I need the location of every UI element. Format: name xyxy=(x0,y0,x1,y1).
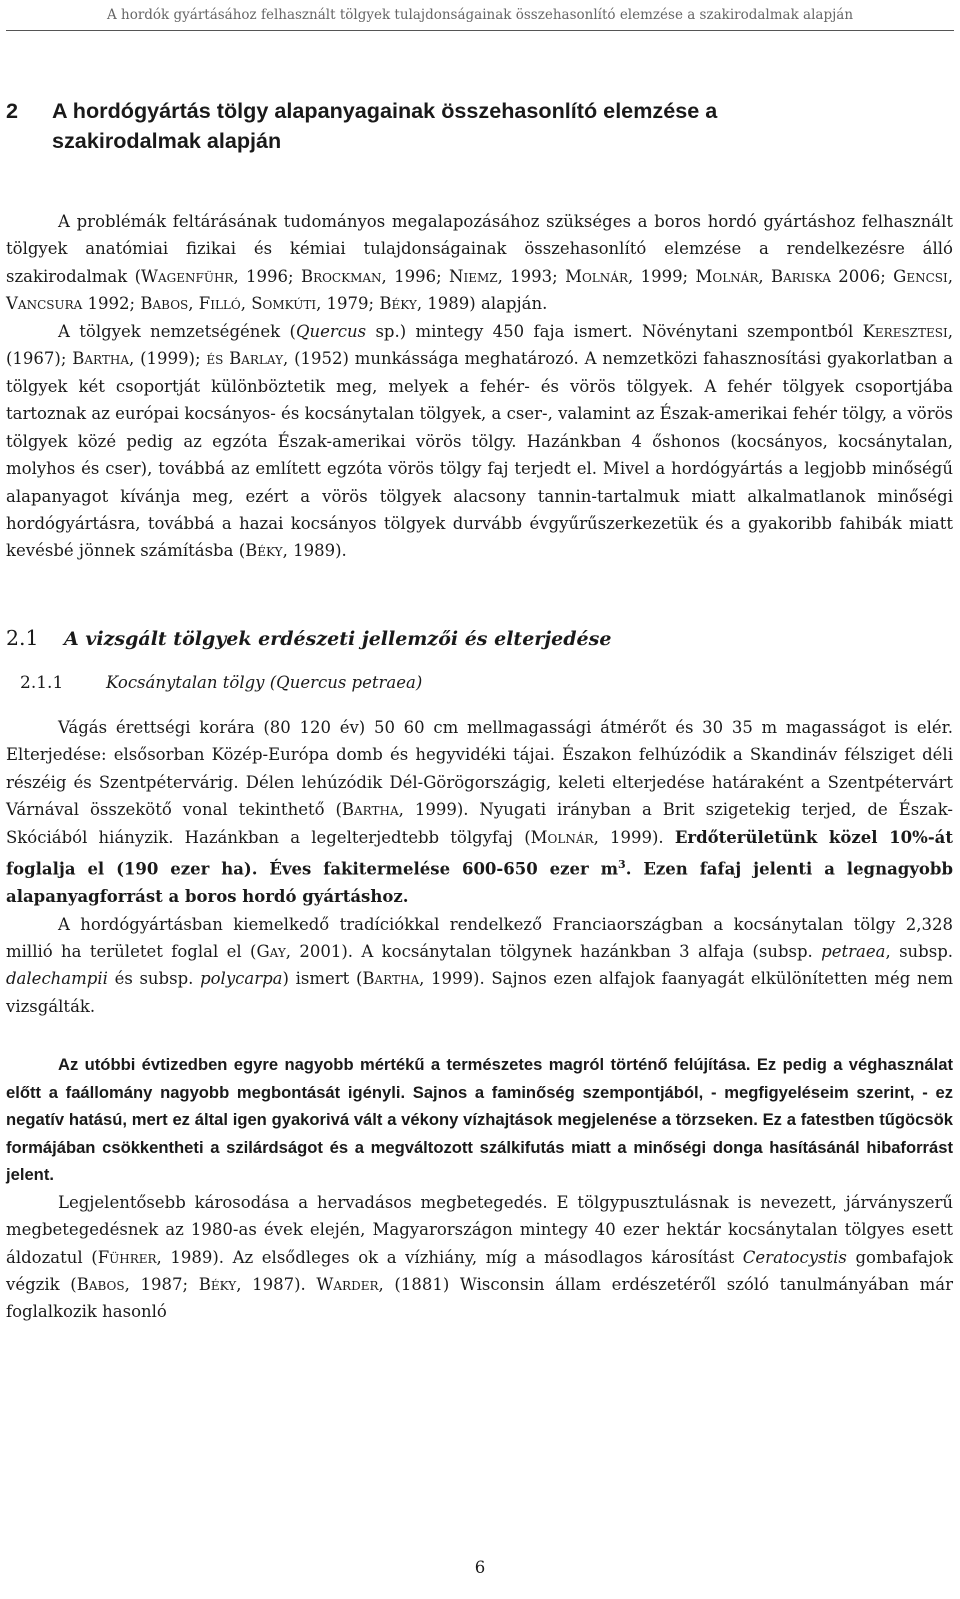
header-rule xyxy=(6,30,954,31)
superscript: 3 xyxy=(618,858,626,872)
reference-author: Béky xyxy=(198,1275,237,1294)
reference-author: Bariska xyxy=(770,266,831,286)
reference-author: Babos xyxy=(76,1275,125,1294)
reference-author: Bartha xyxy=(72,349,130,369)
running-header: A hordók gyártásához felhasznált tölgyek tulajdonságainak összehasonlító elemzése a szakirodalmak alapján xyxy=(106,7,854,23)
reference-author: Gay xyxy=(256,942,286,962)
section-number: 2.1 xyxy=(6,625,39,650)
genus-name: Ceratocystis xyxy=(742,1247,847,1267)
subspecies-name: dalechampii xyxy=(6,969,108,989)
reference-author: Béky xyxy=(245,541,283,561)
reference-author: és Barlay xyxy=(206,349,284,369)
reference-author: Bartha xyxy=(362,969,420,989)
reference-author: Molnár xyxy=(530,827,594,847)
reference-author: Führer xyxy=(97,1247,157,1267)
bold-statement: Erdőterületünk közel 10%-át foglalja el (190 ezer ha). Éves fakitermelése 600-650 ezer m xyxy=(6,827,953,879)
subspecies-name: polycarpa xyxy=(200,969,283,989)
section-title: A vizsgált tölgyek erdészeti jellemzői és elterjedése xyxy=(64,627,612,650)
reference-author: Vancsura xyxy=(6,294,83,314)
page-number: 6 xyxy=(474,1558,486,1577)
subspecies-name: petraea xyxy=(821,942,886,962)
intro-paragraph-1: A problémák feltárásának tudományos megalapozásához szükséges a boros hordó gyártáshoz felhasznált tölgyek anatómiai fizikai és kémiai tulajdonságainak összehasonlító elemzése a rendelkezésre álló szakirodalmak (Wagenführ, 1996; Brockman, 1996; Niemz, 1993; Molnár, 1999; Molnár, Bariska 2006; Gencsi, Vancsura 1992; Babos, Filló, Somkúti, 1979; Béky, 1989) alapján. xyxy=(6,212,953,314)
section-heading xyxy=(6,623,953,663)
reference-author: Gencsi xyxy=(893,266,948,286)
intro-paragraph-2: A tölgyek nemzetségének (Quercus sp.) mintegy 450 faja ismert. Növénytani szempontból Keresztesi, (1967); Bartha, (1999); és Barlay, (1952) munkássága meghatározó. A nemzetközi fahasznosítási gyakorlatban a tölgyek két csoportját különböztetik meg, melyek a fehér- és vörös tölgyek. A fehér tölgyek csoportjába tartoznak az európai kocsányos- és kocsánytalan tölgyek, a cser-, valamint az Észak-amerikai fehér tölgy, a vörös tölgyek közé pedig az egzóta Észak-amerikai vörös tölgy. Hazánkban 4 őshonos (kocsányos, kocsánytalan, molyhos és cser), továbbá az említett egzóta vörös tölgy faj terjedt el. Mivel a hordógyártás a legjobb minőségű alapanyagot kívánja meg, ezért a vörös tölgyek alacsony tannin-tartalmuk miatt alkalmatlanok minőségi hordógyártásra, továbbá a hazai kocsányos tölgyek durvább évgyűrűszerkezetük és a gyakoribb fahibák miatt kevésbé jönnek számításba (Béky, 1989). xyxy=(6,321,954,561)
reference-author: Filló xyxy=(198,294,241,314)
genus-name: Quercus xyxy=(295,321,367,341)
reference-author: Babos xyxy=(140,294,189,314)
subsection-number: 2.1.1 xyxy=(20,672,64,693)
chapter-title-line1: A hordógyártás tölgy alapanyagainak összehasonlító elemzése a xyxy=(52,98,718,123)
reference-author: Béky xyxy=(379,294,417,314)
subsection-title: Kocsánytalan tölgy (Quercus petraea) xyxy=(106,672,423,692)
reference-author: Brockman xyxy=(300,266,382,286)
chapter-number: 2 xyxy=(6,98,19,123)
reference-author: Keresztesi xyxy=(862,321,948,341)
bold-paragraph: Az utóbbi évtizedben egyre nagyobb mértékű a természetes magról történő felújítása. Ez pedig a véghasználat előtt a faállomány nagyobb megbontását igényli. Sajnos a faminőség szempontjából, - megfigyeléseim szerint, - ez negatív hatású, mert ez által igen gyakorivá vált a vékony vízhajtások megjelenése a törzseken. Ez a fatestben tűgöcsök formájában csökkentheti a szilárdságot és a megváltozott szálkifutás miatt a minőségi donga hasításánál hibaforrást jelent. xyxy=(6,1055,953,1185)
reference-author: Molnár xyxy=(695,266,759,286)
reference-author: Niemz xyxy=(449,266,498,286)
subsection-heading xyxy=(20,669,953,714)
reference-author: Molnár xyxy=(565,266,628,286)
reference-author: Warder xyxy=(316,1275,379,1294)
reference-author: Somkúti xyxy=(251,294,317,314)
body-paragraph-4: Legjelentősebb károsodása a hervadásos megbetegedés. E tölgypusztulásnak is nevezett, járványszerű megbetegedésnek az 1980-as évek elején, Magyarországon mintegy 40 ezer hektár kocsánytalan tölgyes esett áldozatul (Führer, 1989). Az elsődleges ok a vízhiány, míg a másodlagos károsítást Ceratocystis gombafajok végzik (Babos, 1987; Béky, 1987). Warder, (1881) Wisconsin állam erdészetéről szóló tanulmányában már foglalkozik hasonló xyxy=(6,1192,953,1322)
body-paragraph-1: Vágás érettségi korára (80 120 év) 50 60 cm mellmagassági átmérőt és 30 35 m magasságot is elér. Elterjedése: elsősorban Közép-Európa domb és hegyvidéki tájai. Északon felhúzódik a Skandináv félsziget déli részéig és Szentpétervárig. Délen lehúzódik Dél-Görögországig, keleti elterjedése határaként a Szentpétervárt Várnával összekötő vonal tekinthető (Bartha, 1999). Nyugati irányban a Brit szigetekig terjed, de Észak-Skóciából hiányzik. Hazánkban a legelterjedtebb tölgyfaj (Molnár, 1999). Erdőterületünk közel 10%-át foglalja el (190 ezer ha). Éves fakitermelése 600-650 ezer $m^3$. Ezen fafaj jelenti a legnagyobb alapanyagforrást a boros hordó gyártáshoz. xyxy=(6,717,953,907)
body-paragraph-2: A hordógyártásban kiemelkedő tradíciókkal rendelkező Franciaországban a kocsánytalan tölgy 2,328 millió ha területet foglal el (Gay, 2001). A kocsánytalan tölgynek hazánkban 3 alfaja (subsp. petraea, subsp. dalechampii és subsp. polycarpa) ismert (Bartha, 1999). Sajnos ezen alfajok faanyagát elkülönítetten még nem vizsgálták. xyxy=(6,914,954,1016)
reference-author: Bartha xyxy=(341,800,399,820)
paragraph-gap xyxy=(6,1020,953,1051)
page-content xyxy=(6,96,953,1326)
bold-statement: . Ezen fafaj jelenti a legnagyobb alapanyagforrást a boros hordó gyártáshoz. xyxy=(6,859,953,907)
chapter-title-line2: szakirodalmak alapján xyxy=(52,128,282,153)
reference-author: Wagenführ xyxy=(141,266,234,286)
chapter-title xyxy=(6,96,953,156)
